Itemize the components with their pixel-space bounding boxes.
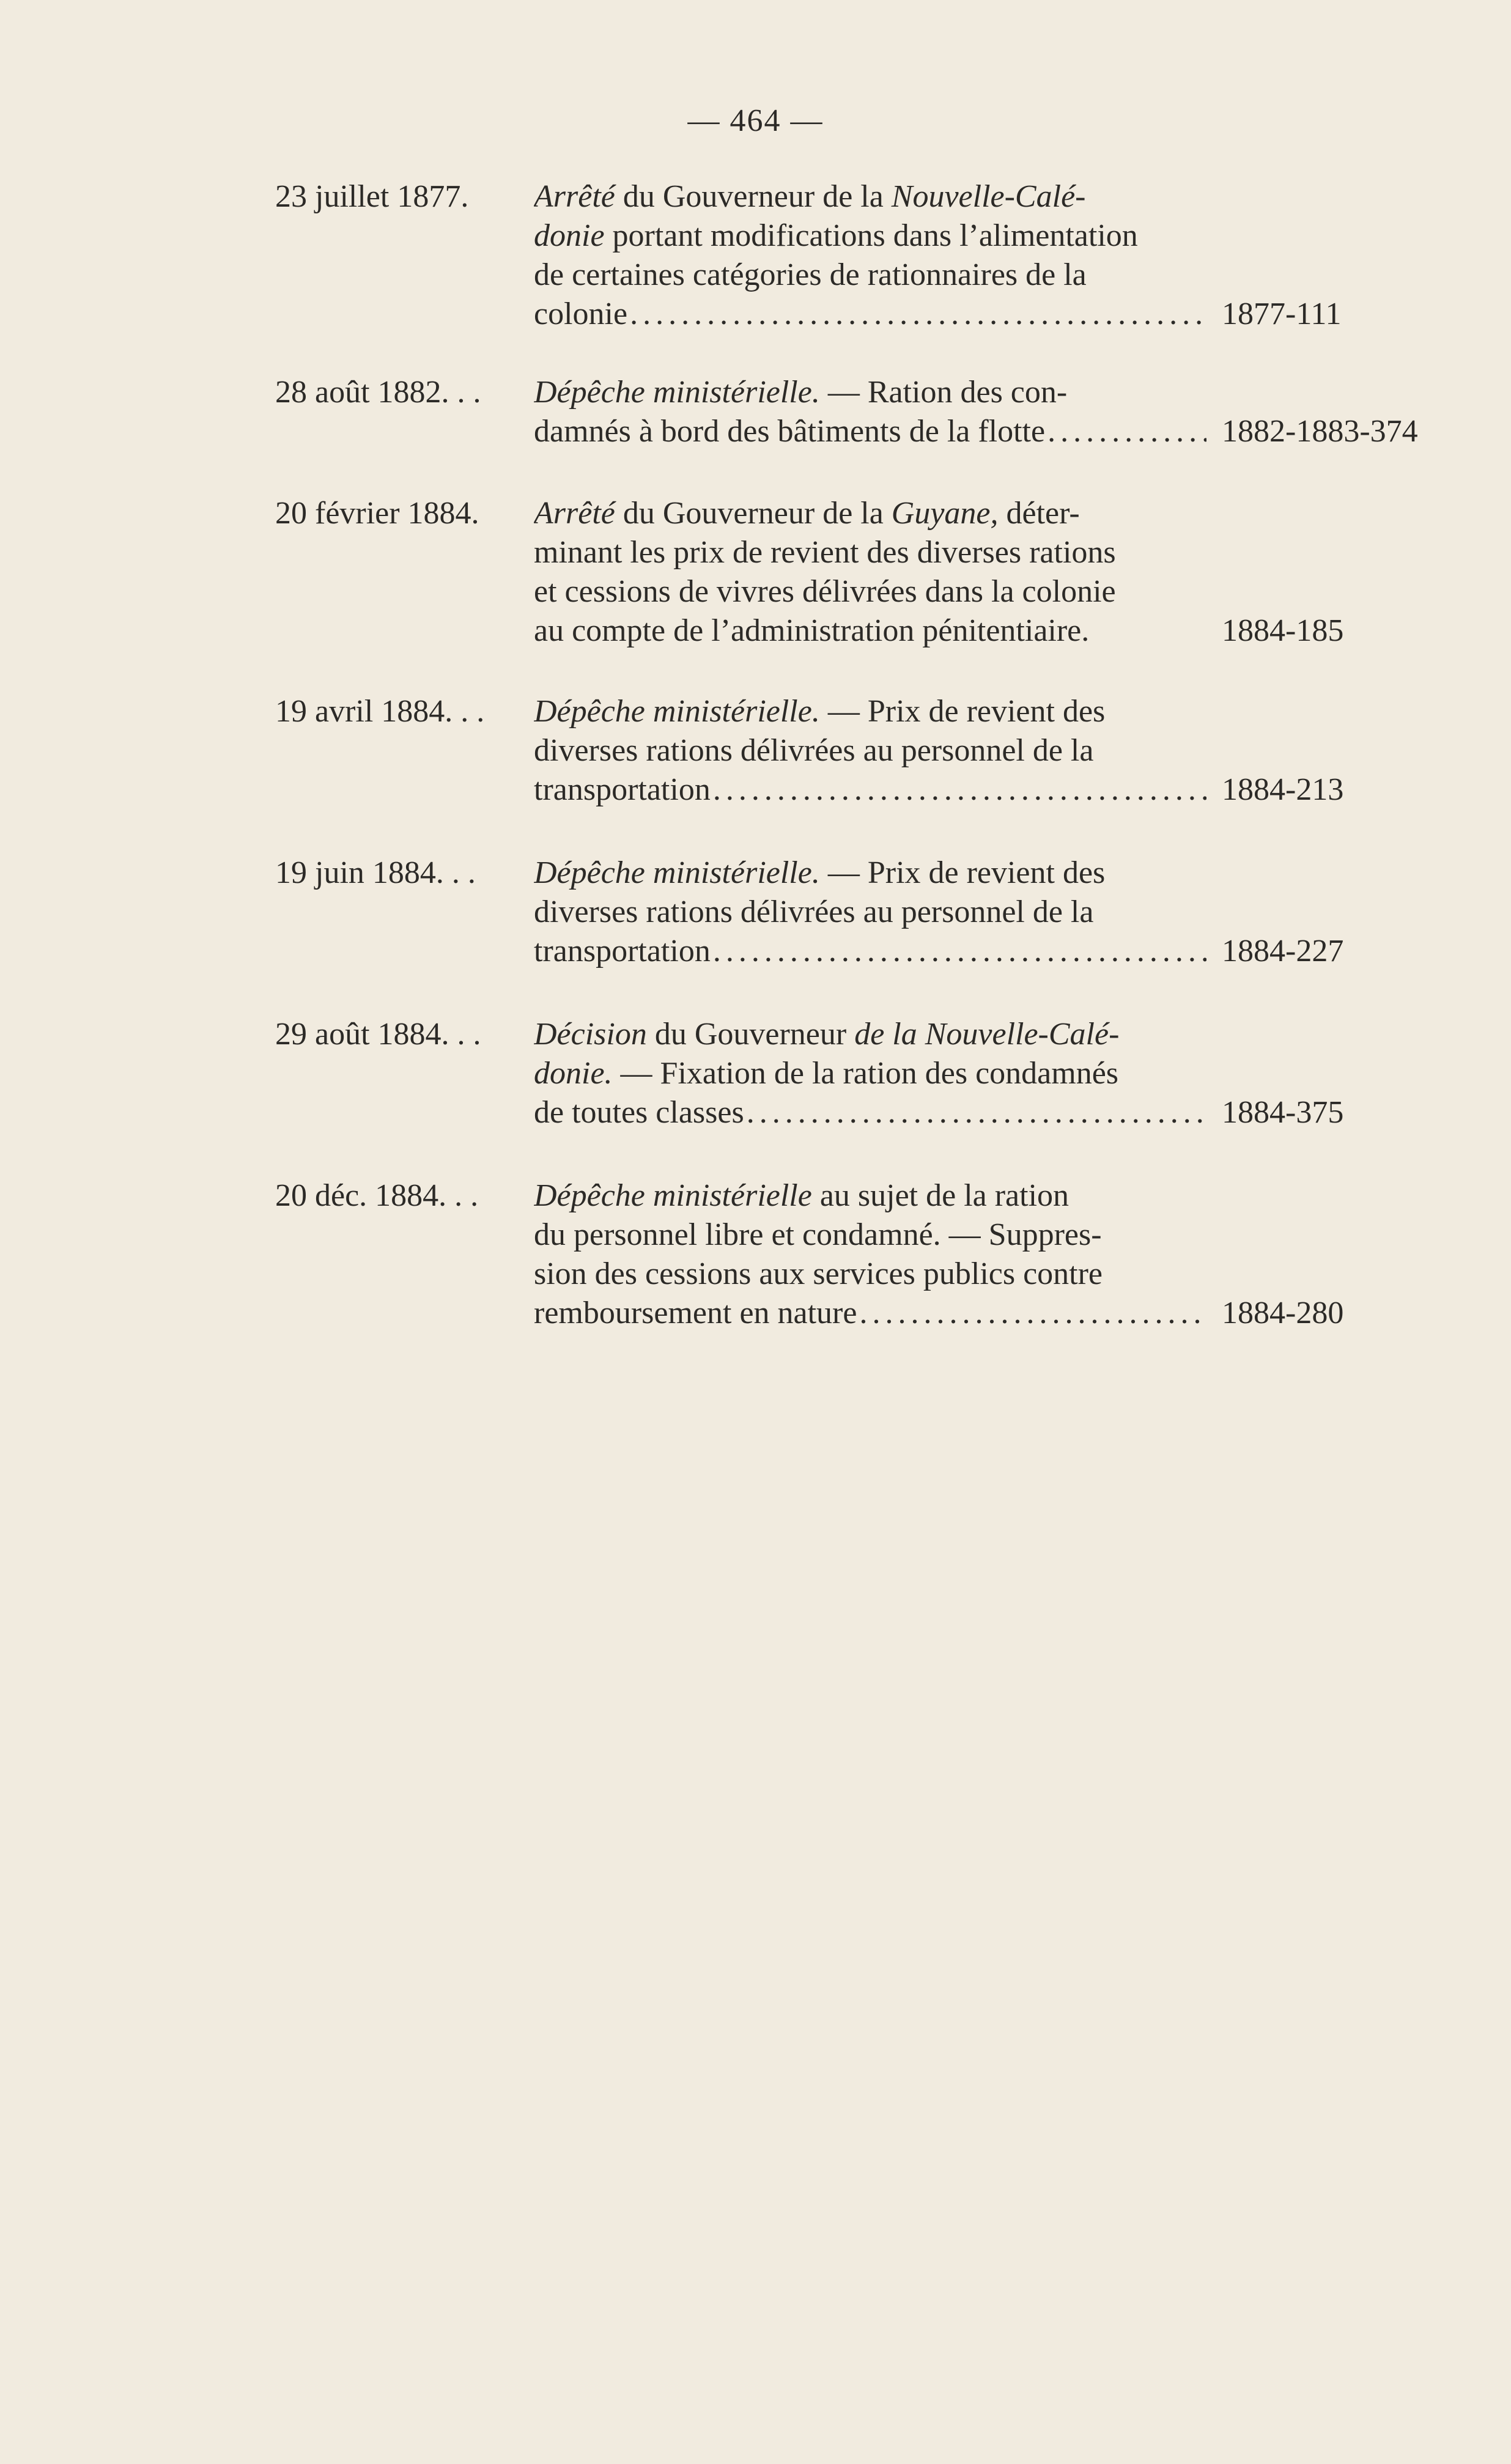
- dot-leader: [630, 295, 1206, 334]
- dot-leader: [713, 932, 1206, 971]
- entry-line: [534, 692, 1206, 731]
- entry-date: 20 déc. 1884. . .: [275, 1178, 479, 1213]
- entry-reference: 1884-213: [1222, 772, 1344, 807]
- text-segment: diverses rations délivrées au personnel de la: [534, 894, 1094, 929]
- entry-line: [534, 1215, 1206, 1255]
- entry-line: [534, 494, 1206, 533]
- entry-description: [534, 1015, 1206, 1132]
- entry-line: [534, 373, 1206, 412]
- text-segment: transportation: [534, 934, 711, 968]
- entry-line-text: [534, 535, 1116, 570]
- text-segment: remboursement en nature: [534, 1296, 857, 1330]
- entry-line: [534, 932, 1206, 971]
- entry-line-text: [534, 496, 1080, 531]
- text-segment: colonie: [534, 297, 628, 331]
- italic-segment: Nouvelle-Calé-: [891, 179, 1086, 214]
- entry-line-text: [534, 1056, 1118, 1091]
- italic-segment: donie: [534, 218, 605, 253]
- entry-description: [534, 854, 1206, 971]
- italic-segment: Décision: [534, 1017, 647, 1052]
- dot-leader: [713, 770, 1206, 810]
- entry-reference: 1884-375: [1222, 1095, 1344, 1130]
- entry-description: [534, 177, 1206, 334]
- text-segment: sion des cessions aux services publics contre: [534, 1256, 1103, 1291]
- entry-line: [534, 533, 1206, 572]
- entry-line-text: [534, 894, 1093, 929]
- text-segment: minant les prix de revient des diverses rations: [534, 535, 1116, 570]
- dot-leader: [1047, 412, 1206, 451]
- text-segment: du Gouverneur: [646, 1017, 855, 1052]
- entry-line: [534, 572, 1206, 611]
- text-segment: damnés à bord des bâtiments de la flotte: [534, 414, 1046, 449]
- entry-line: [534, 1015, 1206, 1054]
- entry-description: [534, 373, 1206, 451]
- entry-line: [534, 1054, 1206, 1093]
- entry-line-text: [534, 375, 1067, 410]
- entry-line-text: [534, 295, 627, 334]
- text-segment: — Prix de revient des: [819, 694, 1106, 729]
- entry-line-text: [534, 1093, 744, 1132]
- dot-leader: [747, 1093, 1206, 1132]
- entry-line-text: [534, 932, 711, 971]
- text-segment: de certaines catégories de rationnaires de la: [534, 257, 1087, 292]
- entry-reference: 1884-227: [1222, 934, 1344, 968]
- entry-line-text: [534, 412, 1045, 451]
- entry-line: [534, 256, 1206, 295]
- entry-line-text: [534, 855, 1105, 890]
- entry-line: [534, 1093, 1206, 1132]
- entry-line: [534, 893, 1206, 932]
- entry-line: [534, 611, 1206, 651]
- text-segment: transportation: [534, 772, 711, 807]
- entry-line-text: [534, 1256, 1103, 1291]
- entry-line-text: [534, 733, 1093, 768]
- entry-line: [534, 854, 1206, 893]
- entry-date: 23 juillet 1877.: [275, 179, 469, 214]
- entry-line-text: [534, 1178, 1069, 1213]
- text-segment: du Gouverneur de la: [615, 496, 892, 531]
- entry-reference: 1882-1883-374: [1222, 414, 1418, 449]
- italic-segment: Dépêche ministérielle.: [534, 855, 820, 890]
- entry-description: [534, 1176, 1206, 1333]
- text-segment: et cessions de vivres délivrées dans la colonie: [534, 574, 1116, 609]
- text-segment: portant modifications dans l’alimentation: [604, 218, 1138, 253]
- entry-description: [534, 692, 1206, 810]
- entry-date: 19 avril 1884. . .: [275, 694, 485, 729]
- entry-line: [534, 731, 1206, 770]
- entry-description: [534, 494, 1206, 651]
- entry-line-text: [534, 770, 711, 810]
- entry-line: [534, 295, 1206, 334]
- entry-date: 20 février 1884.: [275, 496, 479, 531]
- italic-segment: Arrêté: [534, 179, 615, 214]
- text-segment: du Gouverneur de la: [615, 179, 892, 214]
- italic-segment: Dépêche ministérielle.: [534, 694, 820, 729]
- entry-date: 29 août 1884. . .: [275, 1017, 481, 1052]
- entry-line-text: [534, 1294, 857, 1333]
- text-segment: — Prix de revient des: [819, 855, 1106, 890]
- text-segment: au compte de l’administration pénitentiaire.: [534, 613, 1090, 648]
- entry-line-text: [534, 1017, 1119, 1052]
- text-segment: — Fixation de la ration des condamnés: [612, 1056, 1119, 1091]
- entry-line: [534, 770, 1206, 810]
- entry-line-text: [534, 218, 1138, 253]
- entry-line-text: [534, 1217, 1102, 1252]
- text-segment: de toutes classes: [534, 1095, 744, 1130]
- text-segment: au sujet de la ration: [811, 1178, 1070, 1213]
- italic-segment: Arrêté: [534, 496, 615, 531]
- italic-segment: Guyane,: [891, 496, 999, 531]
- entry-line: [534, 1255, 1206, 1294]
- entry-line-text: [534, 613, 1089, 648]
- italic-segment: Dépêche ministérielle.: [534, 375, 820, 410]
- entry-line-text: [534, 179, 1085, 214]
- entry-reference: 1884-280: [1222, 1296, 1344, 1330]
- italic-segment: Dépêche ministérielle: [534, 1178, 812, 1213]
- italic-segment: donie.: [534, 1056, 613, 1091]
- entry-date: 19 juin 1884. . .: [275, 855, 476, 890]
- entry-line: [534, 1294, 1206, 1333]
- entry-line-text: [534, 257, 1087, 292]
- italic-segment: de la Nouvelle-Calé-: [854, 1017, 1120, 1052]
- dot-leader: [859, 1294, 1206, 1333]
- text-segment: déter-: [998, 496, 1080, 531]
- entry-line-text: [534, 694, 1105, 729]
- entry-line: [534, 1176, 1206, 1215]
- entry-line: [534, 412, 1206, 451]
- text-segment: du personnel libre et condamné. — Suppres-: [534, 1217, 1102, 1252]
- entry-line: [534, 216, 1206, 256]
- text-segment: — Ration des con-: [819, 375, 1068, 410]
- entry-line: [534, 177, 1206, 216]
- entry-reference: 1884-185: [1222, 613, 1344, 648]
- entry-line-text: [534, 574, 1116, 609]
- entry-date: 28 août 1882. . .: [275, 375, 481, 410]
- entry-reference: 1877-111: [1222, 297, 1342, 331]
- text-segment: diverses rations délivrées au personnel de la: [534, 733, 1094, 768]
- page-number: — 464 —: [687, 103, 824, 138]
